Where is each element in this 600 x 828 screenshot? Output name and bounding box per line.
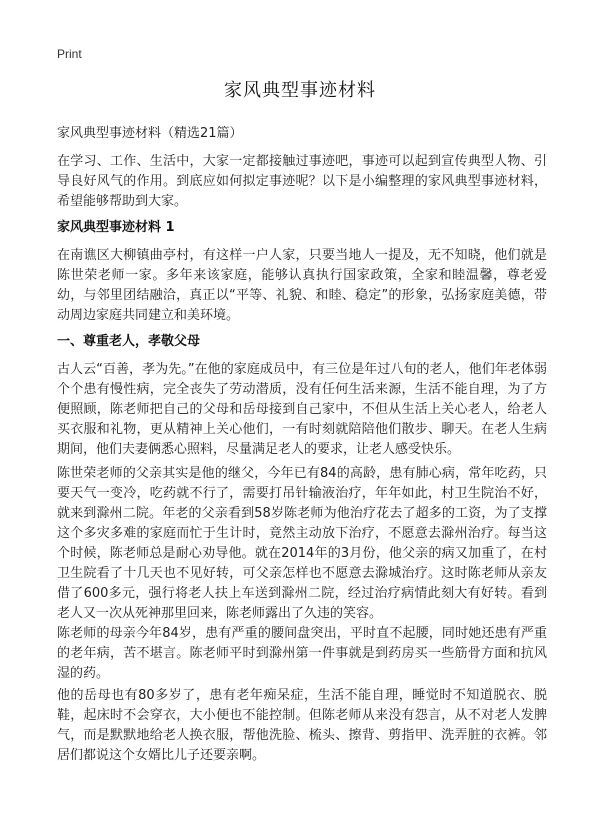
paragraph-mother-in-law: 他的岳母也有80多岁了，患有老年痴呆症，生活不能自理，睡觉时不知道脱衣、脱鞋，起床时不会穿衣，大小便也不能控制。但陈老师从来没有怨言，从不对老人发脾气，而是默默地给老人换衣服，帮他洗脸、梳头、擦背、剪指甲、洗弄脏的衣裤。邻居们都说这个女婿比儿子还要亲啊。 [57, 688, 547, 763]
subheading-respect-elders: 一、尊重老人，孝敬父母 [57, 334, 201, 349]
paragraph-mother-illness: 陈老师的母亲今年84岁，患有严重的腰间盘突出，平时直不起腰，同时她还患有严重的老年病，苦不堪言。陈老师平时到滁州第一件事就是到药房买一些筋骨方面和抗风湿的药。 [57, 626, 547, 681]
document-subtitle: 家风典型事迹材料（精选21篇） [57, 126, 243, 141]
print-label: Print [57, 47, 82, 61]
paragraph-filial-piety: 古人云“百善，孝为先。”在他的家庭成员中，有三位是年过八旬的老人，他们年老体弱个个患有慢性病，完全丧失了劳动潜质，没有任何生活来源，生活不能自理，为了方便照顾，陈老师把自己的父母和岳母接到自己家中，不但从生活上关心老人，给老人买衣服和礼物，更从精神上关心他们，一有时刻就陪陪他们散步、聊天。在老人生病期间，他们夫妻俩悉心照料，尽量满足老人的要求，让老人感受快乐。 [57, 362, 547, 457]
section1-paragraph: 在南谯区大柳镇曲亭村，有这样一户人家，只要当地人一提及，无不知晓，他们就是陈世荣老师一家。多年来该家庭，能够认真执行国家政策，全家和睦温馨，尊老爱幼，与邻里团结融洽，真正以“平等、礼貌、和睦、稳定”的形象，弘扬家庭美德，带动周边家庭共同建立和美环境。 [57, 248, 547, 323]
intro-paragraph: 在学习、工作、生活中，大家一定都接触过事迹吧，事迹可以起到宣传典型人物、引导良好风气的作用。到底应如何拟定事迹呢？以下是小编整理的家风典型事迹材料，希望能够帮助到大家。 [57, 154, 547, 209]
paragraph-father-illness: 陈世荣老师的父亲其实是他的继父，今年已有84的高龄，患有肺心病，常年吃药，只要天气一变冷，吃药就不行了，需要打吊针输液治疗，年年如此，村卫生院治不好，就来到滁州二院。年老的父亲看到58岁陈老师为他治疗花去了超多的工资，为了支撑这个多灾多难的家庭而忙于生计时，竟然主动放下治疗，不愿意去滁州治疗。每当这个时候，陈老师总是耐心劝导他。就在2014年的3月份，他父亲的病又加重了，在村卫生院看了十几天也不见好转，可父亲怎样也不愿意去滁城治疗。这时陈老师从亲友借了600多元，强行将老人扶上车送到滁州二院，经过治疗病情此刻大有好转。看到老人又一次从死神那里回来，陈老师露出了久违的笑容。 [57, 466, 547, 621]
page-title: 家风典型事迹材料 [224, 80, 376, 101]
section-heading-1: 家风典型事迹材料 1 [57, 220, 175, 235]
